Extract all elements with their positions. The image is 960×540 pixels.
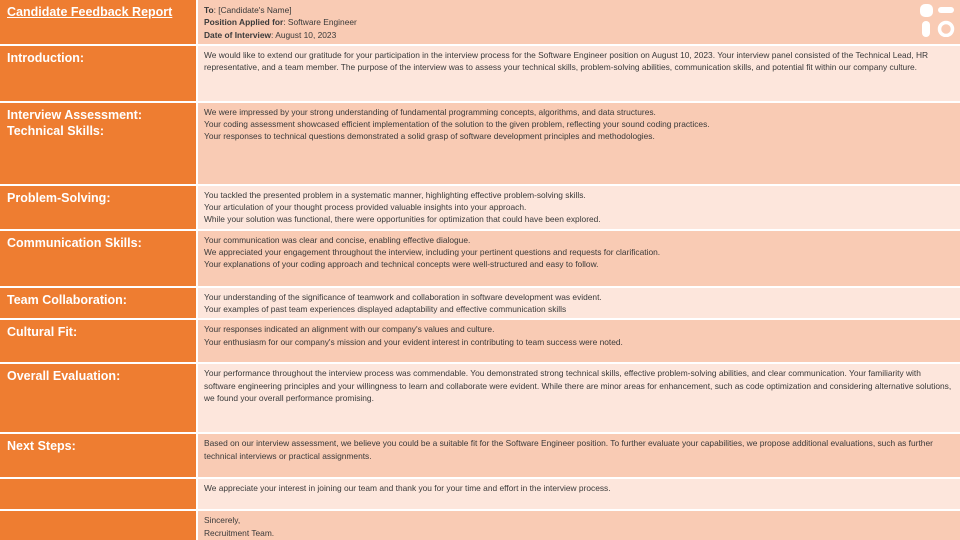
recipient-line: To: [Candidate's Name] bbox=[204, 5, 292, 15]
problem-solving-label: Problem-Solving: bbox=[0, 185, 197, 230]
cultural-fit-label: Cultural Fit: bbox=[0, 319, 197, 363]
problem-solving-row bbox=[0, 185, 960, 230]
cultural-fit-row bbox=[0, 319, 960, 363]
technical-line: Your responses to technical questions demonstrated a solid grasp of software development principles and methodologies. bbox=[204, 131, 655, 142]
next-steps-label: Next Steps: bbox=[0, 433, 197, 478]
report-title: Candidate Feedback Report bbox=[7, 5, 173, 19]
cultural-line: Your responses indicated an alignment with our company's values and culture. bbox=[204, 324, 495, 335]
overall-evaluation-label: Overall Evaluation: bbox=[0, 363, 197, 433]
position-line: Position Applied for: Software Engineer bbox=[204, 17, 357, 28]
signoff-row bbox=[0, 510, 960, 540]
team-collaboration-row bbox=[0, 287, 960, 320]
problem-solving-text bbox=[197, 185, 960, 230]
communication-text bbox=[197, 230, 960, 287]
report-header-info bbox=[197, 0, 960, 45]
report-title-cell bbox=[0, 0, 197, 45]
problem-solving-line: You tackled the presented problem in a systematic manner, highlighting effective problem-solving skills. bbox=[204, 189, 586, 200]
closing-row bbox=[0, 478, 960, 510]
overall-evaluation-text: Your performance throughout the interview process was commendable. You demonstrated strong technical skills, effective problem-solving abilities, and clear communication. Your familiarity with software engineering principles and your willingness to learn and collaborate were evident. While there are minor areas for enhancement, such as code optimization and considering alternative solutions, we found your overall performance promising. bbox=[197, 363, 960, 433]
team-line: Your examples of past team experiences displayed adaptability and effective communication skills bbox=[204, 304, 567, 315]
closing-text: We appreciate your interest in joining our team and thank you for your time and effort in the interview process. bbox=[197, 478, 960, 510]
report-header-row bbox=[0, 0, 960, 45]
communication-label: Communication Skills: bbox=[0, 230, 197, 287]
technical-skills-text bbox=[197, 102, 960, 185]
signoff-team: Recruitment Team. bbox=[204, 527, 275, 538]
communication-line: We appreciated your engagement throughout the interview, including your pertinent questions and requests for clarification. bbox=[204, 247, 661, 258]
signoff-line: Sincerely, bbox=[204, 515, 241, 526]
team-collaboration-label: Team Collaboration: bbox=[0, 287, 197, 320]
interview-date-line: Date of Interview: August 10, 2023 bbox=[204, 29, 337, 40]
position-value: Software Engineer bbox=[287, 17, 357, 28]
problem-solving-line: While your solution was functional, there were opportunities for optimization that could have been explored. bbox=[204, 214, 601, 225]
cultural-fit-text bbox=[197, 319, 960, 363]
introduction-label: Introduction: bbox=[0, 45, 197, 102]
introduction-row bbox=[0, 45, 960, 102]
signoff-label-cell bbox=[0, 510, 197, 540]
geometric-shapes-logo-icon bbox=[919, 3, 955, 37]
assessment-heading: Interview Assessment: bbox=[7, 107, 143, 122]
technical-skills-heading: Technical Skills: bbox=[7, 123, 105, 138]
technical-skills-row bbox=[0, 102, 960, 185]
date-value: August 10, 2023 bbox=[275, 29, 337, 40]
communication-line: Your communication was clear and concise, enabling effective dialogue. bbox=[204, 234, 471, 245]
technical-skills-label bbox=[0, 102, 197, 185]
signoff-text bbox=[197, 510, 960, 540]
next-steps-text: Based on our interview assessment, we believe you could be a suitable fit for the Software Engineer position. To further evaluate your capabilities, we propose additional evaluations, such as further technical interviews or practical assignments. bbox=[197, 433, 960, 478]
team-collaboration-text bbox=[197, 287, 960, 320]
technical-line: We were impressed by your strong understanding of fundamental programming concepts, algorithms, and data structures. bbox=[204, 106, 656, 117]
introduction-text: We would like to extend our gratitude for your participation in the interview process for the Software Engineer position on August 10, 2023. Your interview panel consisted of the Technical Lead, HR representative, and a team member. The purpose of the interview was to assess your technical skills, problem-solving abilities, communication skills, and potential fit within our company culture. bbox=[197, 45, 960, 102]
position-label: Position Applied for bbox=[204, 17, 284, 28]
date-label: Date of Interview bbox=[204, 29, 272, 40]
to-label: To bbox=[204, 5, 214, 15]
to-value: [Candidate's Name] bbox=[218, 5, 292, 15]
technical-line: Your coding assessment showcased efficient implementation of the solution to the given problem, reflecting your sound coding practices. bbox=[204, 119, 710, 130]
communication-row bbox=[0, 230, 960, 287]
communication-line: Your explanations of your coding approach and technical concepts were well-structured and easy to follow. bbox=[204, 259, 599, 270]
next-steps-row bbox=[0, 433, 960, 478]
team-line: Your understanding of the significance of teamwork and collaboration in software development was evident. bbox=[204, 291, 602, 302]
overall-evaluation-row bbox=[0, 363, 960, 433]
cultural-line: Your enthusiasm for our company's mission and your evident interest in contributing to team success were noted. bbox=[204, 336, 623, 347]
closing-label-cell bbox=[0, 478, 197, 510]
problem-solving-line: Your articulation of your thought process provided valuable insights into your approach. bbox=[204, 202, 527, 213]
